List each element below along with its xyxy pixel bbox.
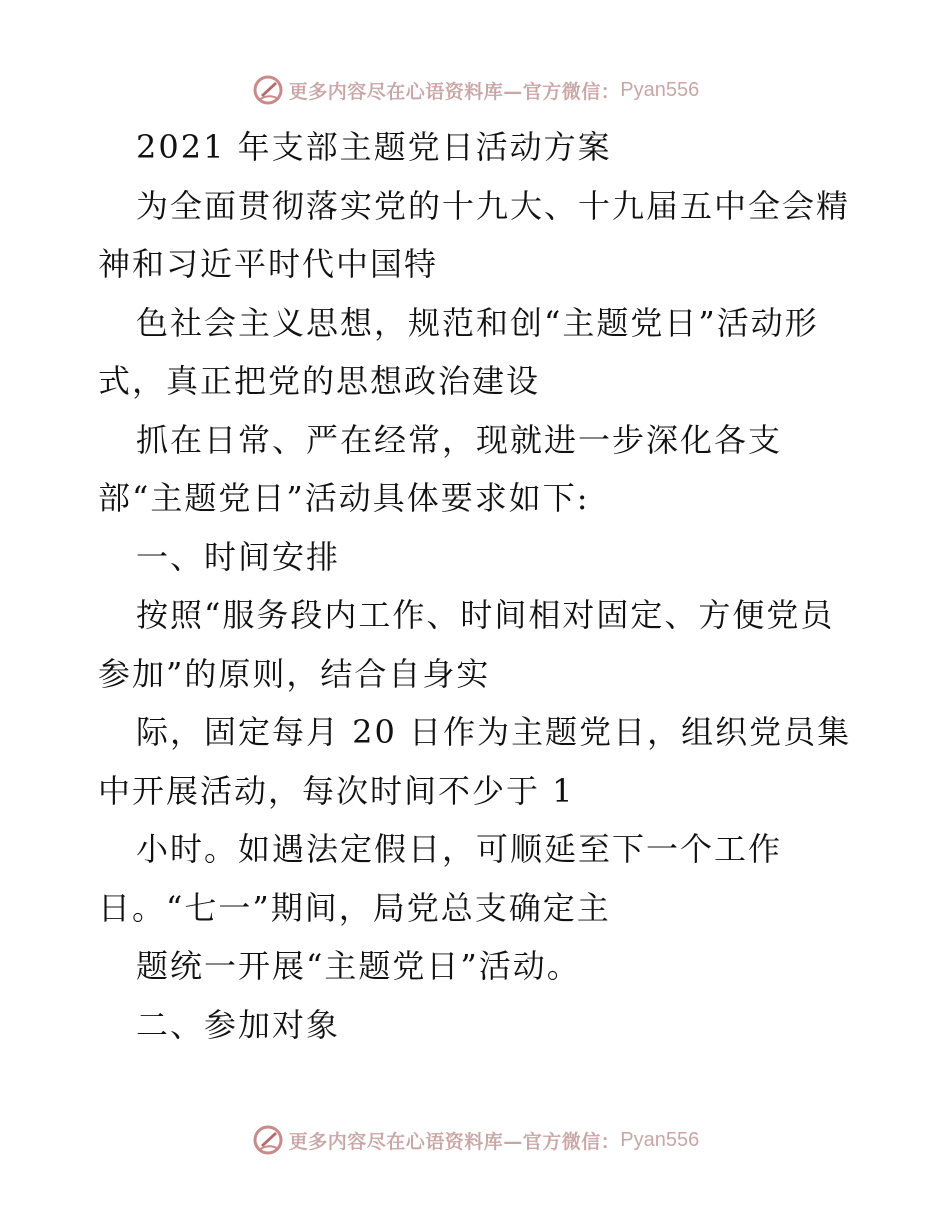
watermark-text: 更多内容尽在心语资料库—官方微信：: [288, 1130, 621, 1153]
text-line: 一、时间安排: [136, 537, 341, 576]
watermark-wechat-id: Pyan556: [620, 78, 700, 101]
text-line: 中开展活动，每次时间不少于 1: [98, 771, 575, 810]
pen-logo-icon: [251, 73, 285, 107]
pen-logo-icon: [251, 1123, 285, 1157]
footer-watermark: [0, 1120, 950, 1160]
text-line: 抓在日常、严在经常，现就进一步深化各支: [136, 420, 783, 459]
header-watermark: [0, 70, 950, 110]
document-body: [98, 118, 858, 1054]
text-line: 日。“七一”期间，局党总支确定主: [98, 888, 611, 927]
text-line: 小时。如遇法定假日，可顺延至下一个工作: [136, 830, 783, 868]
watermark-text: 更多内容尽在心语资料库—官方微信：: [288, 80, 621, 103]
text-line: 二、参加对象: [136, 1005, 341, 1044]
text-line: 色社会主义思想，规范和创“主题党日”活动形: [136, 303, 819, 342]
text-line: 题统一开展“主题党日”活动。: [136, 947, 581, 985]
text-line: 神和习近平时代中国特: [98, 245, 439, 283]
text-line: 参加”的原则，结合自身实: [98, 654, 491, 693]
text-line: 为全面贯彻落实党的十九大、十九届五中全会精: [136, 186, 851, 225]
text-line: 际，固定每月 20 日作为主题党日，组织党员集: [136, 713, 852, 751]
text-line: 2021 年支部主题党日活动方案: [136, 128, 612, 166]
text-line: 部“主题党日”活动具体要求如下:: [98, 479, 590, 517]
text-line: 式，真正把党的思想政治建设: [98, 362, 541, 400]
watermark-wechat-id: Pyan556: [620, 1128, 700, 1151]
text-line: 按照“服务段内工作、时间相对固定、方便党员: [136, 596, 835, 634]
